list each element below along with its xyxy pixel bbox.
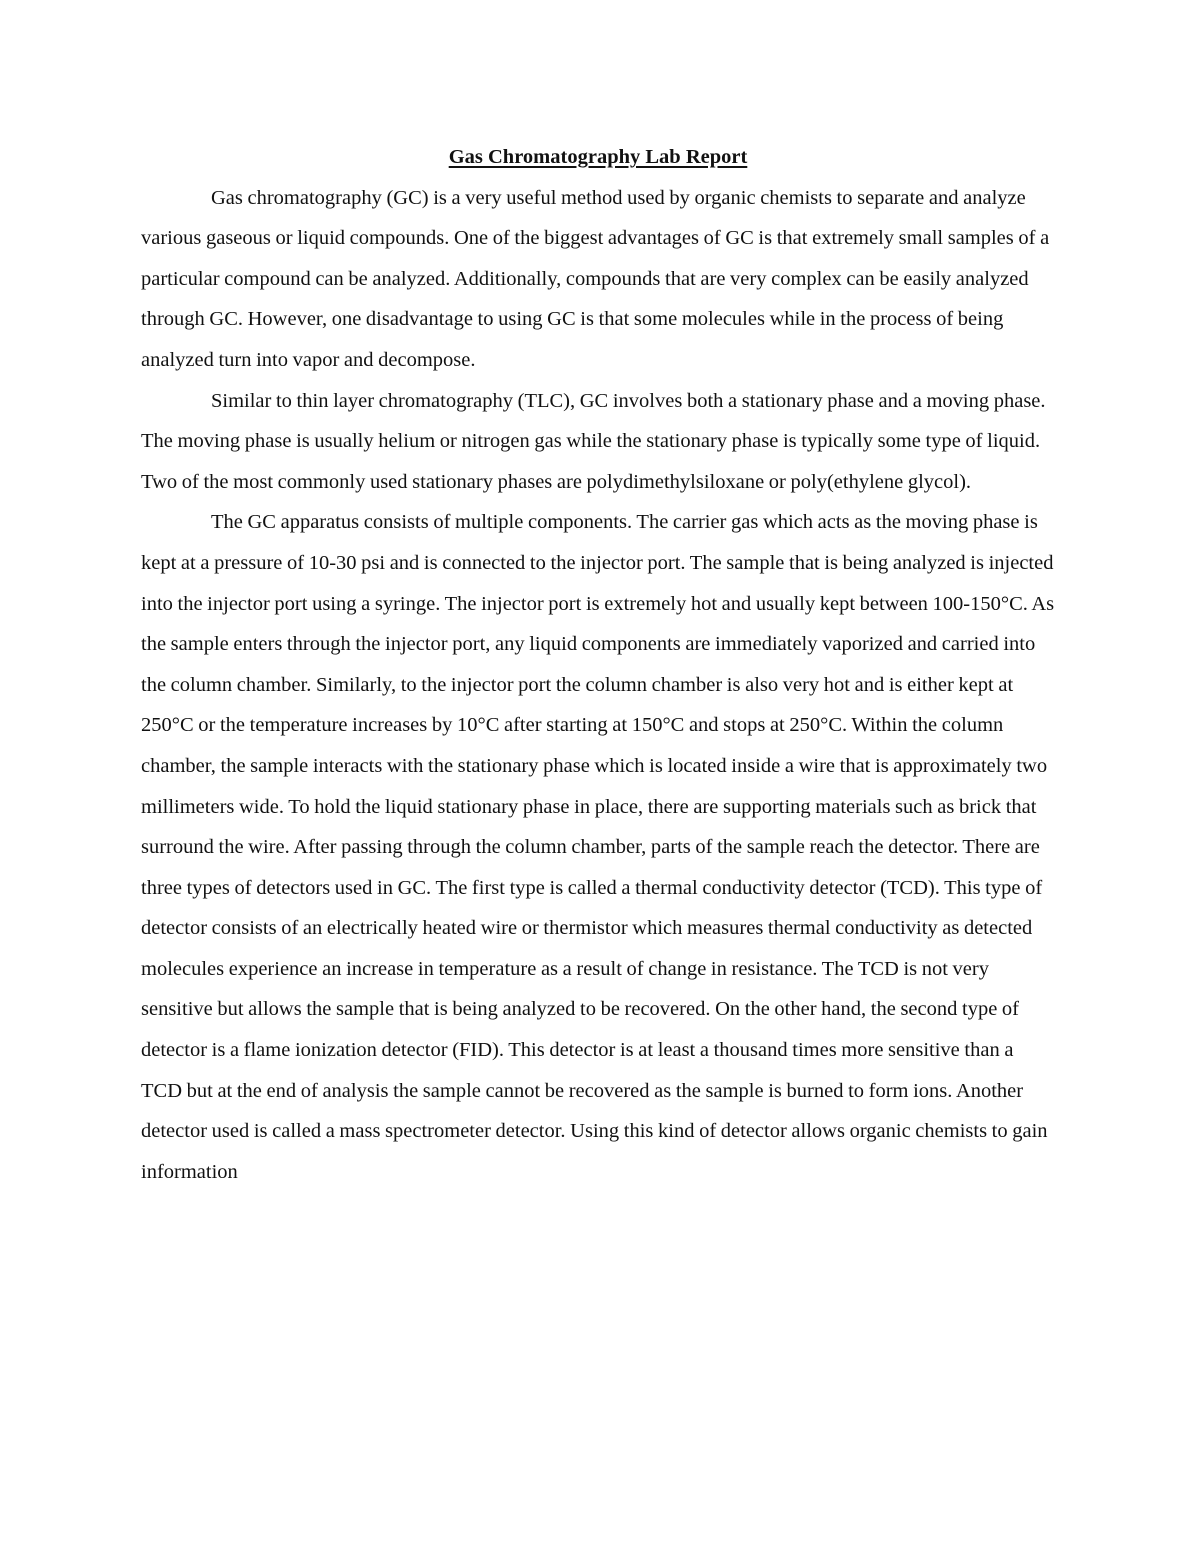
paragraph-introduction: Gas chromatography (GC) is a very useful method used by organic chemists to separate and analyze various gaseous or liquid compounds. One of the biggest advantages of GC is that extremely small samples of a particular compound can be analyzed. Additionally, compounds that are very complex can be easily analyzed through GC. However, one disadvantage to using GC is that some molecules while in the process of being analyzed turn into vapor and decompose.	[141, 186, 1050, 371]
paragraph-phases: Similar to thin layer chromatography (TLC), GC involves both a stationary phase and a moving phase. The moving phase is usually helium or nitrogen gas while the stationary phase is typically some type of liquid. Two of the most commonly used stationary phases are polydimethylsiloxane or poly(ethylene glycol).	[141, 389, 1046, 493]
paragraph-apparatus: The GC apparatus consists of multiple components. The carrier gas which acts as the moving phase is kept at a pressure of 10-30 psi and is connected to the injector port. The sample that is being analyzed is injected into the injector port using a syringe. The injector port is extremely hot and usually kept between 100-150°C. As the sample enters through the injector port, any liquid components are immediately vaporized and carried into the column chamber. Similarly, to the injector port the column chamber is also very hot and is either kept at 250°C or the temperature increases by 10°C after starting at 150°C and stops at 250°C. Within the column chamber, the sample interacts with the stationary phase which is located inside a wire that is approximately two millimeters wide. To hold the liquid stationary phase in place, there are supporting materials such as brick that surround the wire. After passing through the column chamber, parts of the sample reach the detector. There are three types of detectors used in GC. The first type is called a thermal conductivity detector (TCD). This type of detector consists of an electrically heated wire or thermistor which measures thermal conductivity as detected molecules experience an increase in temperature as a result of change in resistance. The TCD is not very sensitive but allows the sample that is being analyzed to be recovered. On the other hand, the second type of detector is a flame ionization detector (FID). This detector is at least a thousand times more sensitive than a TCD but at the end of analysis the sample cannot be recovered as the sample is burned to form ions. Another detector used is called a mass spectrometer detector. Using this kind of detector allows organic chemists to gain information	[141, 511, 1055, 1183]
document-title: Gas Chromatography Lab Report	[448, 146, 748, 168]
document-body	[141, 137, 1055, 1192]
